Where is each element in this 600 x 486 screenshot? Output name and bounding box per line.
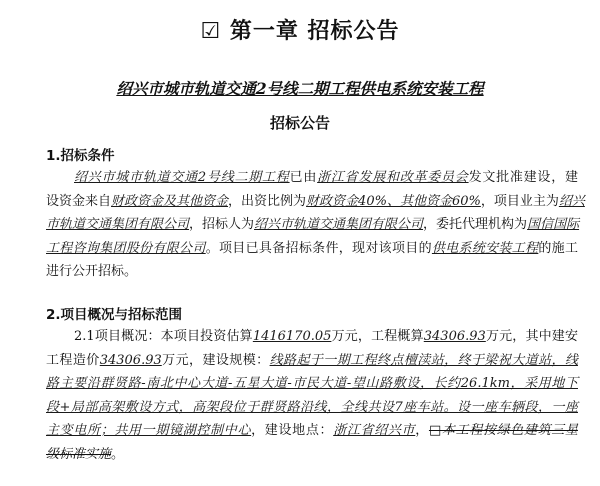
scale-underlined: 路主要沿群贤路-南北中心大道-五星大道-市民大道-望山路敷设，长约26.1km，采用地下 bbox=[46, 376, 578, 391]
text-line bbox=[46, 349, 578, 373]
agency-underlined: 工程咨询集团股份有限公司 bbox=[46, 240, 206, 256]
section-conditions-body bbox=[46, 166, 585, 284]
section-heading-overview: 2.项目概况与招标范围 bbox=[46, 307, 183, 323]
text-line bbox=[46, 372, 578, 396]
owner-underlined: 市轨道交通集团有限公司 bbox=[46, 217, 190, 232]
approval-authority-underlined: 浙江省发展和改革委员会 bbox=[317, 170, 469, 185]
text-line bbox=[46, 443, 578, 467]
text-run: ， bbox=[415, 423, 429, 438]
text-run: 万元，其中建安 bbox=[485, 329, 578, 344]
tenderer-underlined: 绍兴市轨道交通集团有限公司 bbox=[254, 217, 424, 232]
scope-underlined: 供电系统安装工程 bbox=[431, 240, 539, 256]
construction-cost-underlined: 34306.93 bbox=[99, 352, 162, 368]
text-line bbox=[46, 213, 578, 237]
text-run: 进行公开招标。 bbox=[46, 264, 138, 279]
scale-underlined: 主变电所；共用一期镜湖控制中心 bbox=[46, 423, 252, 438]
text-run: 万元，工程概算 bbox=[331, 329, 424, 344]
budget-underlined: 34306.93 bbox=[423, 329, 486, 344]
text-line bbox=[46, 396, 578, 420]
fund-ratio-underlined: 财政资金40%、其他资金60% bbox=[306, 193, 481, 209]
investment-estimate-underlined: 1416170.05 bbox=[252, 329, 332, 344]
location-underlined: 浙江省绍兴市 bbox=[333, 423, 416, 438]
text-run: 万元，建设规模： bbox=[161, 352, 270, 368]
green-building-struck: 级标准实施 bbox=[46, 446, 112, 462]
text-run: 工程造价 bbox=[46, 352, 100, 368]
chapter-heading bbox=[0, 14, 600, 45]
text-run: 2.1项目概况：本项目投资估算 bbox=[74, 329, 253, 344]
fund-source-underlined: 财政资金及其他资金 bbox=[111, 193, 229, 209]
text-run: 发文批准建设，建 bbox=[468, 170, 578, 185]
chapter-title: 第一章 招标公告 bbox=[229, 19, 400, 44]
text-run: 已由 bbox=[289, 170, 318, 185]
section-heading-conditions: 1.招标条件 bbox=[46, 148, 115, 164]
project-name-underlined: 绍兴市城市轨道交通2号线二期工程 bbox=[74, 170, 290, 185]
text-run: 的施工 bbox=[538, 240, 578, 256]
text-line bbox=[46, 166, 578, 190]
project-title: 绍兴市城市轨道交通2号线二期工程供电系统安装工程 bbox=[116, 79, 484, 98]
section-overview-body bbox=[46, 325, 578, 466]
text-run: ，建设地点： bbox=[251, 423, 334, 438]
notice-subtitle: 招标公告 bbox=[269, 114, 330, 132]
scale-underlined: 线路起于一期工程终点檀渎站，终于梁祝大道站，线 bbox=[269, 352, 578, 368]
text-line bbox=[46, 419, 578, 443]
scale-underlined: 段+局部高架敷设方式，高架段位于群贤路沿线，全线共设7座车站。设一座车辆段，一座 bbox=[46, 399, 578, 415]
text-run: ，项目业主为 bbox=[480, 193, 559, 209]
text-line bbox=[46, 190, 585, 214]
text-line bbox=[46, 237, 578, 261]
text-line bbox=[46, 260, 578, 284]
text-run: ，招标人为 bbox=[189, 217, 255, 232]
text-run: 设资金来自 bbox=[46, 193, 112, 209]
agency-underlined: 国信国际 bbox=[527, 217, 580, 232]
checkbox-icon: ☑ bbox=[200, 19, 222, 44]
text-line bbox=[46, 325, 578, 349]
owner-underlined: 绍兴 bbox=[558, 193, 585, 209]
text-run: 。项目已具备招标条件，现对该项目的 bbox=[205, 240, 432, 256]
text-run: ，委托代理机构为 bbox=[423, 217, 528, 232]
green-building-struck: □本工程按绿色建筑三星 bbox=[428, 423, 578, 438]
text-run: 。 bbox=[111, 446, 125, 462]
text-run: ，出资比例为 bbox=[228, 193, 307, 209]
